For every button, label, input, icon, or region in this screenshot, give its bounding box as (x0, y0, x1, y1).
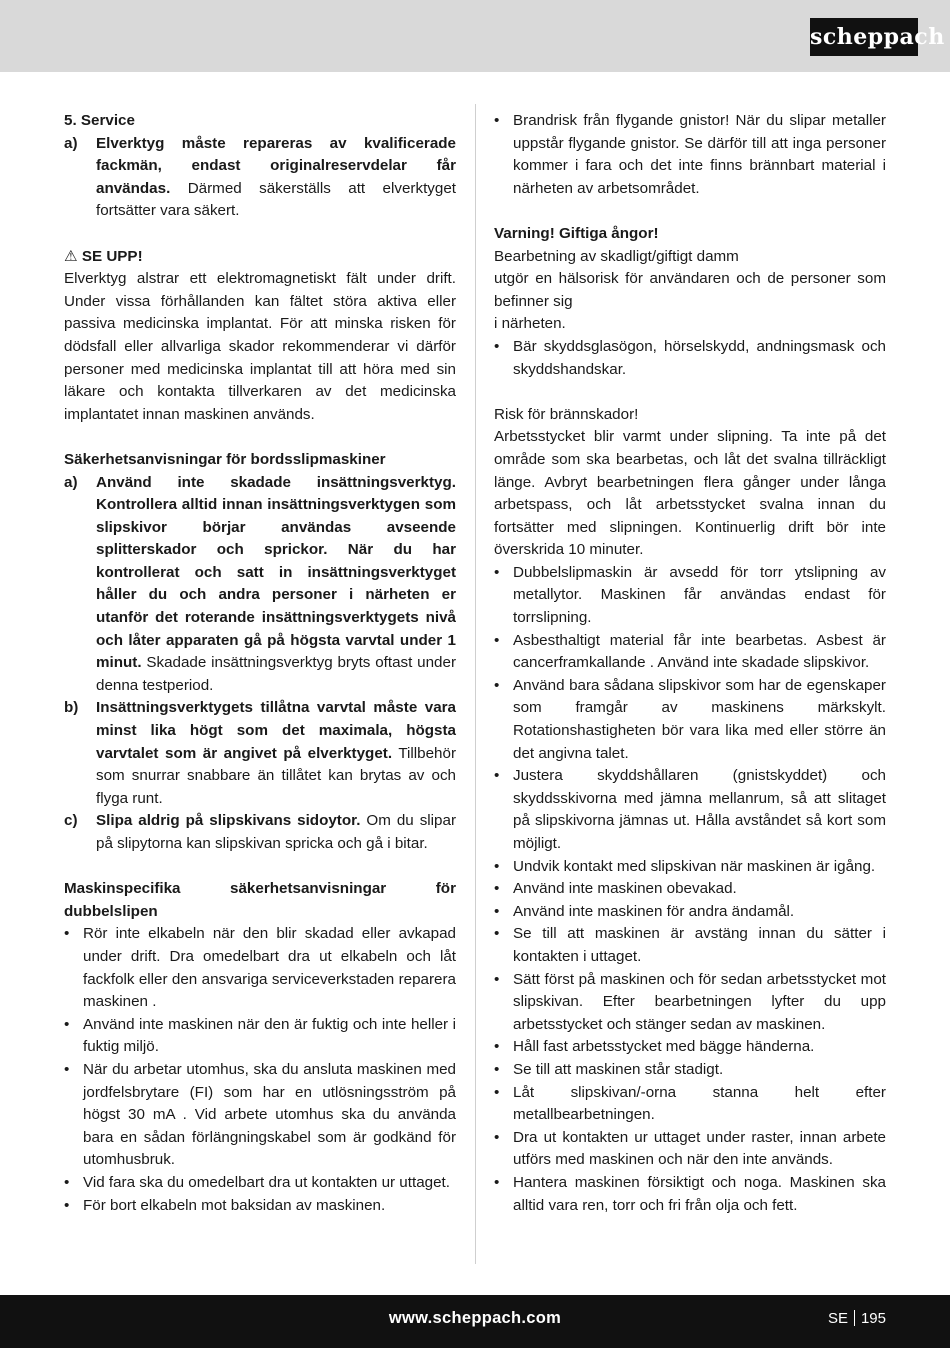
item-normal: Därmed säkerställs att elverktyget fortsätter vara säkert. (96, 179, 456, 220)
bullet-dot-icon: • (494, 631, 500, 649)
bullet-item (494, 562, 886, 630)
page-separator (854, 1310, 855, 1326)
machine-bullets (64, 923, 456, 1217)
bullet-item (494, 110, 886, 200)
bullet-text: Bär skyddsglasögon, hörselskydd, andningsmask och skyddshandskar. (513, 337, 886, 378)
bullet-item (64, 923, 456, 1013)
machine-section-title: Maskinspecifika säkerhetsanvisningar för dubbelslipen (64, 880, 456, 920)
bullet-text: Sätt först på maskinen och för sedan arbetsstycket mot slipskivan. Efter bearbetningen lyfter du upp arbetsstycket och stänger sedan av maskinen. (513, 970, 886, 1033)
language-code: SE (827, 1310, 848, 1327)
bullet-item (494, 1036, 886, 1059)
bullet-text: Asbesthaltigt material får inte bearbetas. Asbest är cancerframkallande . Använd inte skadade slipskivor. (513, 631, 886, 672)
bullet-item (494, 901, 886, 924)
page-number (828, 1310, 886, 1327)
bullet-item (494, 969, 886, 1037)
bullet-item (494, 336, 886, 381)
bullet-dot-icon: • (64, 1060, 70, 1078)
bullet-dot-icon: • (494, 112, 500, 129)
bullet-dot-icon: • (64, 1196, 70, 1214)
item-text (96, 810, 456, 855)
item-label: a) (64, 473, 78, 491)
left-column (64, 110, 456, 1217)
bullet-text: Använd inte maskinen för andra ändamål. (513, 902, 795, 920)
item-label: c) (64, 812, 78, 830)
bullet-item (494, 1127, 886, 1172)
item-normal: Om du slipar på slipytorna kan slipskivan spricka och gå i bitar. (96, 812, 456, 852)
bullet-item (64, 1059, 456, 1172)
warning-text: Elverktyg alstrar ett elektromagnetiskt fält under drift. Under vissa förhållanden kan fältet störa aktiva eller passiva medicinska implantat. För att minska risken för dödsfall eller allvarliga skador rekommenderar vi därför personer med medicinska implantat till att höra med sin läkare och kontakta tillverkaren av det medicinska implantatet innan maskinen används. (64, 270, 456, 423)
item-text (96, 472, 456, 698)
item-text (96, 697, 456, 810)
bench-section-title: Säkerhetsanvisningar för bordsslipmaskiner (64, 450, 386, 468)
burn-text: Arbetsstycket blir varmt under slipning. Ta inte på det område som ska bearbetas, och låt det svalna tillräckligt länge. Avbryt bearbetningen flera gånger under långa arbetspass, och låt arbetsstycket svalna innan du fortsätter med slipningen. Kontinuerlig drift bör inte överskrida 10 minuter. (494, 428, 886, 559)
item-normal: Tillbehör som snurrar snabbare än tillåtet kan brytas av och flyga runt. (96, 744, 457, 807)
bullet-item (64, 1172, 456, 1195)
bullet-dot-icon: • (494, 676, 500, 694)
section-service-title: 5. Service (64, 112, 135, 129)
scheppach-logo: scheppach (810, 18, 918, 56)
bullet-dot-icon: • (494, 1060, 500, 1078)
bullet-text: Använd inte maskinen obevakad. (513, 880, 737, 898)
item-label: a) (64, 134, 78, 152)
right-column (494, 110, 886, 1217)
bullet-item (494, 1059, 886, 1082)
bench-item (64, 472, 456, 698)
item-text (96, 133, 456, 223)
fumes-bullets (494, 336, 886, 381)
bullet-text: Låt slipskivan/-orna stanna helt efter metallbearbetningen. (513, 1083, 886, 1124)
footer-url[interactable]: www.scheppach.com (388, 1309, 562, 1327)
bullet-text: Hantera maskinen försiktigt och noga. Maskinen ska alltid vara ren, torr och fri från olja och fett. (513, 1173, 886, 1214)
bullet-dot-icon: • (494, 902, 500, 920)
item-bold: Slipa aldrig på slipskivans sidoytor. (96, 812, 361, 830)
bullet-text: Dra ut kontakten ur uttaget under raster, innan arbete utförs med maskinen och när den inte används. (513, 1128, 886, 1169)
warning-title-text: SE UPP! (81, 247, 143, 265)
page-num: 195 (860, 1310, 886, 1327)
bullet-text: Brandrisk från flygande gnistor! När du slipar metaller uppstår flygande gnistor. Se därför till att inga personer kommer i fara och det inte finns brännbart material i närheten av arbetsområdet. (513, 112, 886, 197)
bullet-item (64, 1195, 456, 1218)
bullet-text: När du arbetar utomhus, ska du ansluta maskinen med jordfelsbrytare (FI) som har en utlösningsström på högst 30 mA . Vid arbete utomhus ska du använda bara en sådan förlängningskabel som är godkänd för utomhusbruk. (83, 1060, 456, 1169)
footer-bar (0, 1295, 950, 1348)
bullet-dot-icon: • (494, 1038, 500, 1056)
fumes-line-2: utgör en hälsorisk för användaren och de personer som befinner sig (494, 270, 886, 310)
fumes-line-3: i närheten. (494, 315, 566, 333)
bullet-dot-icon: • (494, 925, 500, 943)
bench-items (64, 472, 456, 856)
bullet-item (64, 1014, 456, 1059)
bullet-text: Undvik kontakt med slipskivan när maskinen är igång. (513, 857, 876, 875)
bullet-dot-icon: • (494, 970, 500, 988)
warning-triangle-icon: ⚠ (64, 247, 78, 265)
bullet-dot-icon: • (494, 1173, 500, 1191)
fire-bullets (494, 110, 886, 200)
burn-bullets (494, 562, 886, 1217)
column-divider (475, 104, 476, 1264)
bullet-item (494, 1082, 886, 1127)
bullet-text: Använd bara sådana slipskivor som har de egenskaper som framgår av maskinens märkskylt. Rotationshastigheten bör vara lika med eller större än det angivna talet. (513, 676, 886, 762)
item-bold: Elverktyg måste repareras av kvalificerade fackmän, endast originalreservdelar får användas. (96, 134, 456, 197)
bullet-dot-icon: • (494, 563, 500, 581)
bullet-text: Dubbelslipmaskin är avsedd för torr ytslipning av metallytor. Maskinen får användas endast för torrslipning. (513, 563, 886, 627)
bullet-text: Justera skyddshållaren (gnistskyddet) och skyddsskivorna med jämna mellanrum, så att slitaget på slipskivorna jämnas ut. Hålla avståndet så kort som möjligt. (513, 767, 886, 852)
bullet-text: Rör inte elkabeln när den blir skadad eller avkapad under drift. Dra omedelbart dra ut elkabeln och låt fackfolk eller den ansvariga serviceverkstaden reparera maskinen . (83, 925, 456, 1011)
bullet-text: Håll fast arbetsstycket med bägge händerna. (513, 1038, 815, 1056)
fumes-line-1: Bearbetning av skadligt/giftigt damm (494, 247, 739, 265)
bullet-item (494, 1172, 886, 1217)
service-item-a (64, 133, 456, 223)
item-label: b) (64, 699, 79, 717)
warning-title (64, 246, 456, 269)
burn-title: Risk för brännskador! (494, 405, 639, 423)
bullet-item (494, 878, 886, 901)
bullet-text: Vid fara ska du omedelbart dra ut kontakten ur uttaget. (83, 1173, 450, 1191)
bench-item (64, 810, 456, 855)
item-normal: Skadade insättningsverktyg bryts oftast under denna testperiod. (96, 654, 456, 694)
bullet-item (494, 856, 886, 879)
bullet-dot-icon: • (64, 925, 70, 943)
bullet-dot-icon: • (494, 767, 500, 785)
header-band (0, 0, 950, 72)
bullet-text: Se till att maskinen är avstäng innan du sätter i kontakten i uttaget. (513, 925, 886, 965)
bullet-dot-icon: • (494, 337, 500, 355)
bullet-dot-icon: • (494, 1128, 500, 1146)
bullet-dot-icon: • (494, 1083, 500, 1101)
bullet-dot-icon: • (64, 1173, 70, 1191)
bullet-text: Se till att maskinen står stadigt. (513, 1060, 724, 1078)
bullet-item (494, 765, 886, 855)
item-bold: Använd inte skadade insättningsverktyg. Kontrollera alltid innan insättningsverktygen som slipskivor börjar användas avseende splitterskador och sprickor. När du har kontrollerat och satt in insättningsverktyget håller du och andra personer i närheten er utanför det roterande insättningsverktygets nivå och låter apparaten gå på högsta varvtal under 1 minut. (96, 473, 456, 672)
bullet-item (494, 923, 886, 968)
bullet-text: Använd inte maskinen när den är fuktig och inte heller i fuktig miljö. (83, 1015, 456, 1056)
bullet-item (494, 630, 886, 675)
bullet-item (494, 675, 886, 765)
item-bold: Insättningsverktygets tillåtna varvtal måste vara minst lika högt som det maximala, högsta varvtalet som är angivet på elverktyget. (96, 699, 456, 762)
fumes-title: Varning! Giftiga ångor! (494, 224, 659, 242)
bullet-dot-icon: • (64, 1015, 70, 1033)
bullet-dot-icon: • (494, 857, 500, 875)
bench-item (64, 697, 456, 810)
bullet-text: För bort elkabeln mot baksidan av maskinen. (83, 1196, 386, 1214)
bullet-dot-icon: • (494, 880, 500, 898)
